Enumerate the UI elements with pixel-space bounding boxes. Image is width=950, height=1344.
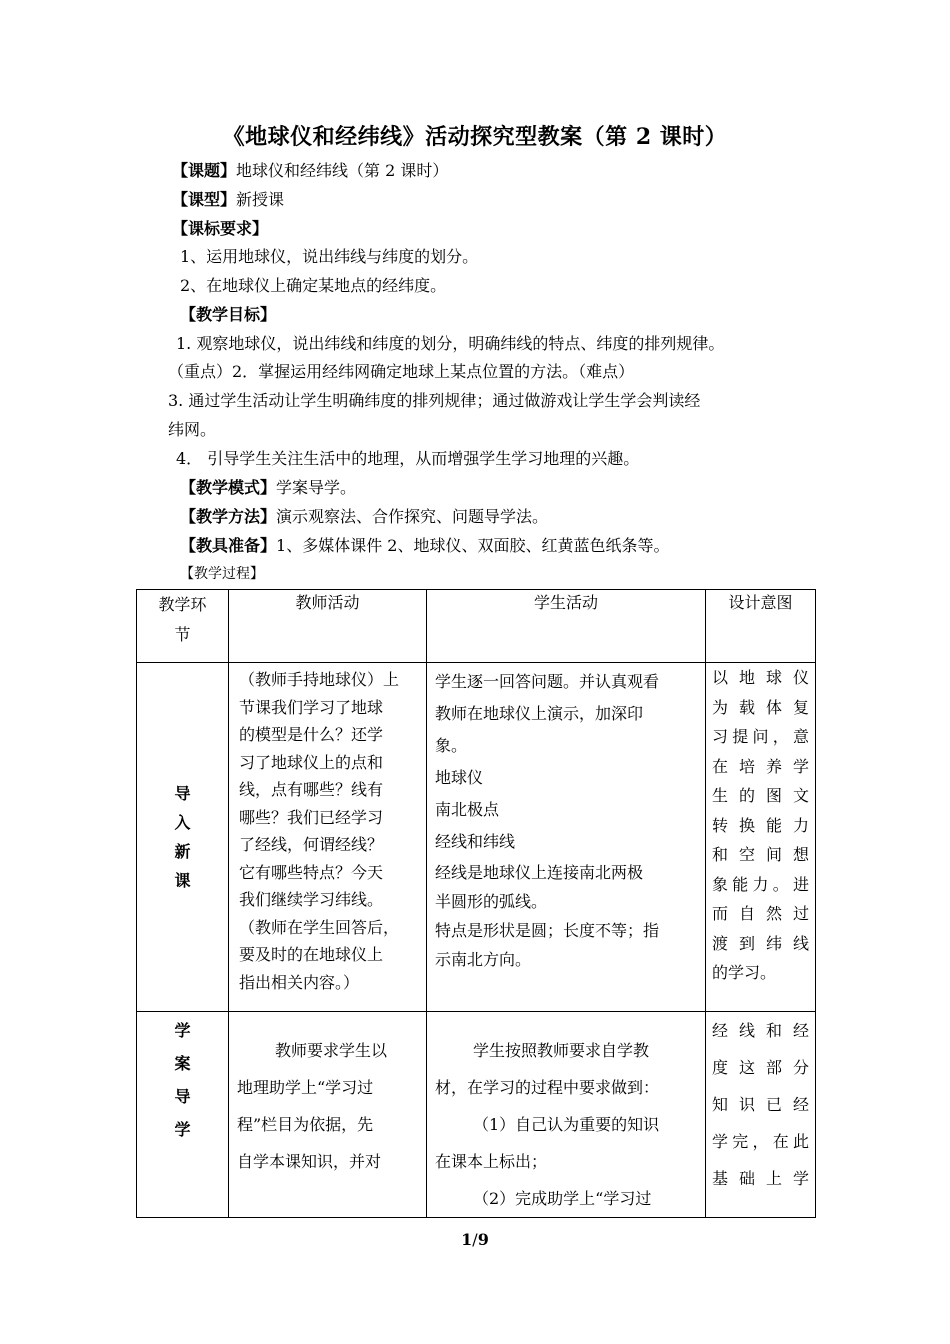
page-number: 1: [461, 1230, 473, 1249]
stage-char: 课: [174, 871, 191, 890]
intent-line: 习提问，意: [712, 727, 809, 746]
teacher-line: 线，点有哪些？线有: [239, 780, 384, 799]
stage-char: 案: [174, 1054, 191, 1073]
table-row: [137, 1012, 816, 1218]
topic-line: [172, 161, 448, 181]
student-line: 教师在地球仪上演示，加深印: [435, 704, 644, 723]
topic-value: 地球仪和经纬线（第 2 课时）: [236, 161, 449, 180]
intent-line: 为载体复: [712, 697, 809, 717]
objectives-label: 【教学目标】: [180, 305, 277, 324]
stage-cell: [137, 663, 229, 1012]
intent-line: 的学习。: [712, 963, 777, 982]
intent-line: 象能力。进: [712, 874, 809, 894]
stage-char: 入: [174, 813, 191, 832]
student-cell: [427, 1012, 706, 1218]
student-line: （1）自己认为重要的知识: [473, 1115, 660, 1134]
header-teacher: 教师活动: [229, 590, 427, 663]
teacher-line: 地理助学上“学习过: [237, 1078, 374, 1097]
intent-line: 而自然过: [712, 904, 809, 923]
standards-item: 1、运用地球仪，说出纬线与纬度的划分。: [180, 247, 479, 266]
objectives-line: （重点）2．掌握运用经纬网确定地球上某点位置的方法。（难点）: [168, 362, 635, 381]
student-line: 示南北方向。: [435, 950, 532, 969]
stage-cell: [137, 1012, 229, 1218]
teacher-line: 程”栏目为依据，先: [237, 1115, 374, 1134]
intent-cell: [706, 1012, 816, 1218]
tools-value: 1、多媒体课件 2、地球仪、双面胶、红黄蓝色纸条等。: [276, 536, 670, 555]
header-intent: 设计意图: [706, 590, 816, 663]
student-line: 象。: [435, 736, 468, 755]
lesson-type-value: 新授课: [236, 190, 285, 209]
stage-char: 新: [174, 842, 191, 861]
stage-char: 学: [174, 1120, 191, 1139]
methods-line: [180, 507, 548, 527]
methods-value: 演示观察法、合作探究、问题导学法。: [276, 507, 549, 526]
document-title: 《地球仪和经纬线》活动探究型教案（第 2 课时）: [222, 124, 728, 150]
student-line: 学生逐一回答问题。并认真观看: [435, 672, 660, 691]
mode-label: 【教学模式】: [180, 478, 277, 497]
stage-char: 导: [174, 1087, 191, 1106]
teacher-line: 它有哪些特点？今天: [239, 862, 384, 882]
intent-line: 生的图文: [712, 786, 809, 805]
lesson-type-label: 【课型】: [172, 190, 237, 209]
methods-label: 【教学方法】: [180, 507, 277, 526]
page-footer: [0, 1230, 950, 1249]
intent-line: 和空间想: [712, 845, 809, 864]
teacher-cell: [229, 1012, 427, 1218]
student-line: 经线和纬线: [435, 832, 516, 851]
intent-line: 学完，在此: [712, 1132, 809, 1151]
intent-line: 转换能力: [712, 815, 809, 835]
teacher-line: 习了地球仪上的点和: [239, 752, 384, 772]
student-line: （2）完成助学上“学习过: [473, 1189, 652, 1208]
lesson-type-line: [172, 190, 284, 210]
intent-line: 在培养学: [712, 756, 809, 776]
header-stage-line: 教学环: [158, 595, 207, 614]
student-line: 材，在学习的过程中要求做到：: [435, 1078, 660, 1097]
objectives-line: 纬网。: [168, 420, 217, 439]
student-line: 南北极点: [435, 800, 500, 819]
teacher-line: 自学本课知识，并对: [237, 1152, 382, 1171]
tools-label: 【教具准备】: [180, 536, 277, 555]
intent-line: 以地球仪: [712, 668, 809, 687]
student-line: 半圆形的弧线。: [435, 892, 548, 911]
teacher-line: 教师要求学生以: [275, 1041, 388, 1060]
standards-label: 【课标要求】: [172, 219, 269, 238]
student-line: 特点是形状是圆；长度不等；指: [435, 921, 660, 940]
header-student: 学生活动: [427, 590, 706, 663]
header-stage-line: 节: [174, 625, 191, 644]
objectives-line: 1. 观察地球仪，说出纬线和纬度的划分，明确纬线的特点、纬度的排列规律。: [176, 334, 725, 353]
page-separator: /: [472, 1230, 478, 1249]
student-line: 在课本上标出；: [435, 1152, 548, 1171]
teacher-line: 我们继续学习纬线。: [239, 890, 384, 909]
page-total: 9: [477, 1230, 489, 1249]
table-row: [137, 663, 816, 1012]
objectives-line: 4． 引导学生关注生活中的地理，从而增强学生学习地理的兴趣。: [176, 449, 640, 468]
table-header-row: [137, 590, 816, 663]
standards-item: 2、在地球仪上确定某地点的经纬度。: [180, 276, 447, 295]
stage-char: 导: [174, 784, 191, 803]
student-cell: [427, 663, 706, 1012]
mode-line: [180, 478, 356, 498]
intent-line: 知识已经: [712, 1095, 809, 1114]
process-label: 【教学过程】: [180, 566, 264, 582]
teacher-line: 要及时的在地球仪上: [239, 945, 384, 964]
teacher-line: 节课我们学习了地球: [239, 697, 384, 717]
teacher-line: （教师在学生回答后，: [239, 917, 400, 937]
student-line: 学生按照教师要求自学教: [473, 1041, 650, 1060]
student-line: 地球仪: [435, 768, 484, 787]
intent-line: 度这部分: [712, 1058, 809, 1077]
teacher-line: 指出相关内容。）: [239, 972, 360, 992]
teacher-line: 了经线，何谓经线？: [239, 835, 384, 854]
teacher-cell: [229, 663, 427, 1012]
stage-char: 学: [174, 1021, 191, 1040]
tools-line: [180, 536, 669, 556]
teacher-line: 的模型是什么？还学: [239, 725, 384, 744]
intent-line: 渡到纬线: [712, 933, 809, 953]
objectives-line: 3. 通过学生活动让学生明确纬度的排列规律；通过做游戏让学生学会判读经: [168, 391, 701, 410]
student-line: 经线是地球仪上连接南北两极: [435, 863, 644, 882]
process-table: [136, 589, 816, 1218]
mode-value: 学案导学。: [276, 478, 357, 497]
intent-line: 经线和经: [712, 1021, 809, 1040]
teacher-line: 哪些？我们已经学习: [239, 807, 384, 827]
header-stage: [137, 590, 229, 663]
topic-label: 【课题】: [172, 161, 237, 180]
intent-cell: [706, 663, 816, 1012]
intent-line: 基础上学: [712, 1169, 809, 1188]
teacher-line: （教师手持地球仪）上: [239, 670, 400, 689]
